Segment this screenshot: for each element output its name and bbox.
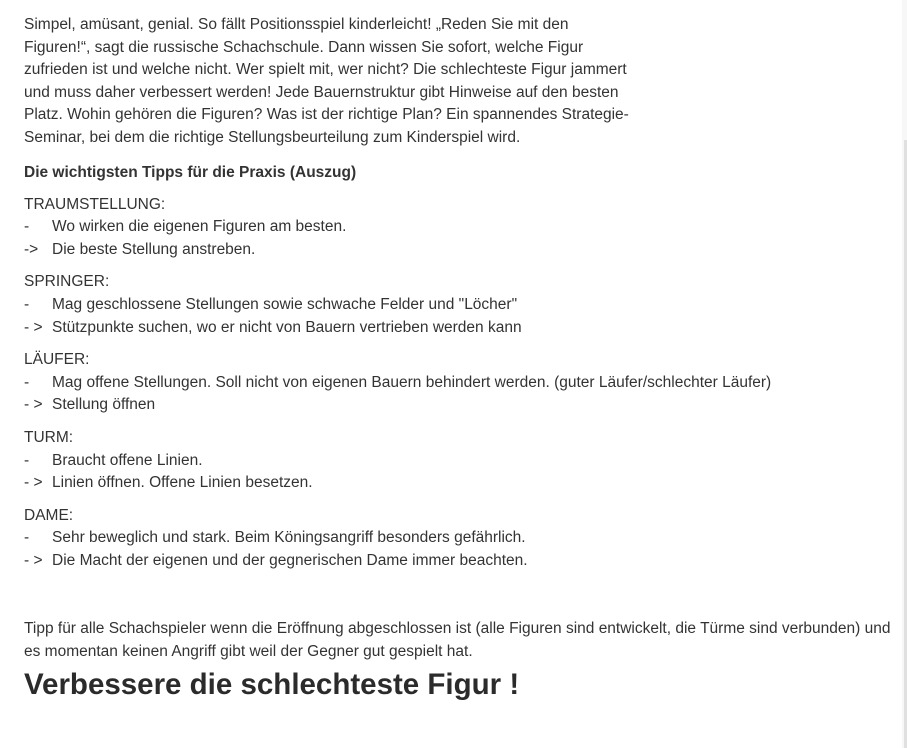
tip-line xyxy=(24,216,894,239)
line-text: Wo wirken die eigenen Figuren am besten. xyxy=(52,218,347,236)
line-marker: -> xyxy=(24,240,39,258)
section-title: LÄUFER: xyxy=(24,351,90,369)
closing-paragraph: Tipp für alle Schachspieler wenn die Eröffnung abgeschlossen ist (alle Figuren sind entwickelt, die Türme sind verbunden) und es momentan keinen Angriff gibt weil der Gegner gut gespielt hat. xyxy=(24,620,891,661)
line-marker: - > xyxy=(24,318,43,336)
line-marker: - xyxy=(24,373,30,391)
line-marker: - xyxy=(24,218,30,236)
main-heading: Verbessere die schlechteste Figur ! xyxy=(24,667,520,701)
tip-line xyxy=(24,450,894,473)
tip-line xyxy=(24,394,894,417)
tip-line xyxy=(24,527,894,550)
section-title: SPRINGER: xyxy=(24,273,110,291)
tip-line xyxy=(24,239,894,262)
intro-paragraph: Simpel, amüsant, genial. So fällt Positionsspiel kinderleicht! „Reden Sie mit den Figuren!“, sagt die russische Schachschule. Dann wissen Sie sofort, welche Figur zufrieden ist und welche nicht. Wer spielt mit, wer nicht? Die schlechteste Figur jammert und muss daher verbessert werden! Jede Bauernstruktur gibt Hinweise auf den besten Platz. Wohin gehören die Figuren? Was ist der richtige Plan? Ein spannendes Strategie-Seminar, bei dem die richtige Stellungsbeurteilung zum Kinderspiel wird. xyxy=(24,16,629,146)
line-text: Sehr beweglich und stark. Beim Köningsangriff besonders gefährlich. xyxy=(52,529,526,547)
line-text: Die Macht der eigenen und der gegnerischen Dame immer beachten. xyxy=(52,551,528,569)
line-text: Stellung öffnen xyxy=(52,396,156,414)
section-title: DAME: xyxy=(24,506,74,524)
tips-sections xyxy=(24,194,894,573)
line-marker: - xyxy=(24,529,30,547)
tip-section-turm xyxy=(24,427,894,495)
line-text: Stützpunkte suchen, wo er nicht von Bauern vertrieben werden kann xyxy=(52,318,522,336)
line-text: Die beste Stellung anstreben. xyxy=(52,240,256,258)
section-title: TURM: xyxy=(24,428,74,446)
tip-line xyxy=(24,372,894,395)
line-text: Mag offene Stellungen. Soll nicht von eigenen Bauern behindert werden. (guter Läufer/schlechter Läufer) xyxy=(52,373,772,391)
line-marker: - > xyxy=(24,396,43,414)
tip-line xyxy=(24,294,894,317)
article-content xyxy=(24,14,894,703)
line-marker: - xyxy=(24,451,30,469)
tips-heading: Die wichtigsten Tipps für die Praxis (Auszug) xyxy=(24,163,357,181)
line-marker: - > xyxy=(24,551,43,569)
line-text: Braucht offene Linien. xyxy=(52,451,203,469)
tip-line xyxy=(24,472,894,495)
tip-section-dame xyxy=(24,505,894,573)
section-title: TRAUMSTELLUNG: xyxy=(24,195,166,213)
tip-section-laeufer xyxy=(24,349,894,417)
tip-section-traumstellung xyxy=(24,194,894,262)
line-text: Linien öffnen. Offene Linien besetzen. xyxy=(52,474,313,492)
tip-line xyxy=(24,550,894,573)
line-marker: - > xyxy=(24,474,43,492)
line-marker: - xyxy=(24,295,30,313)
tip-line xyxy=(24,317,894,340)
line-text: Mag geschlossene Stellungen sowie schwache Felder und "Löcher" xyxy=(52,295,518,313)
tip-section-springer xyxy=(24,271,894,339)
